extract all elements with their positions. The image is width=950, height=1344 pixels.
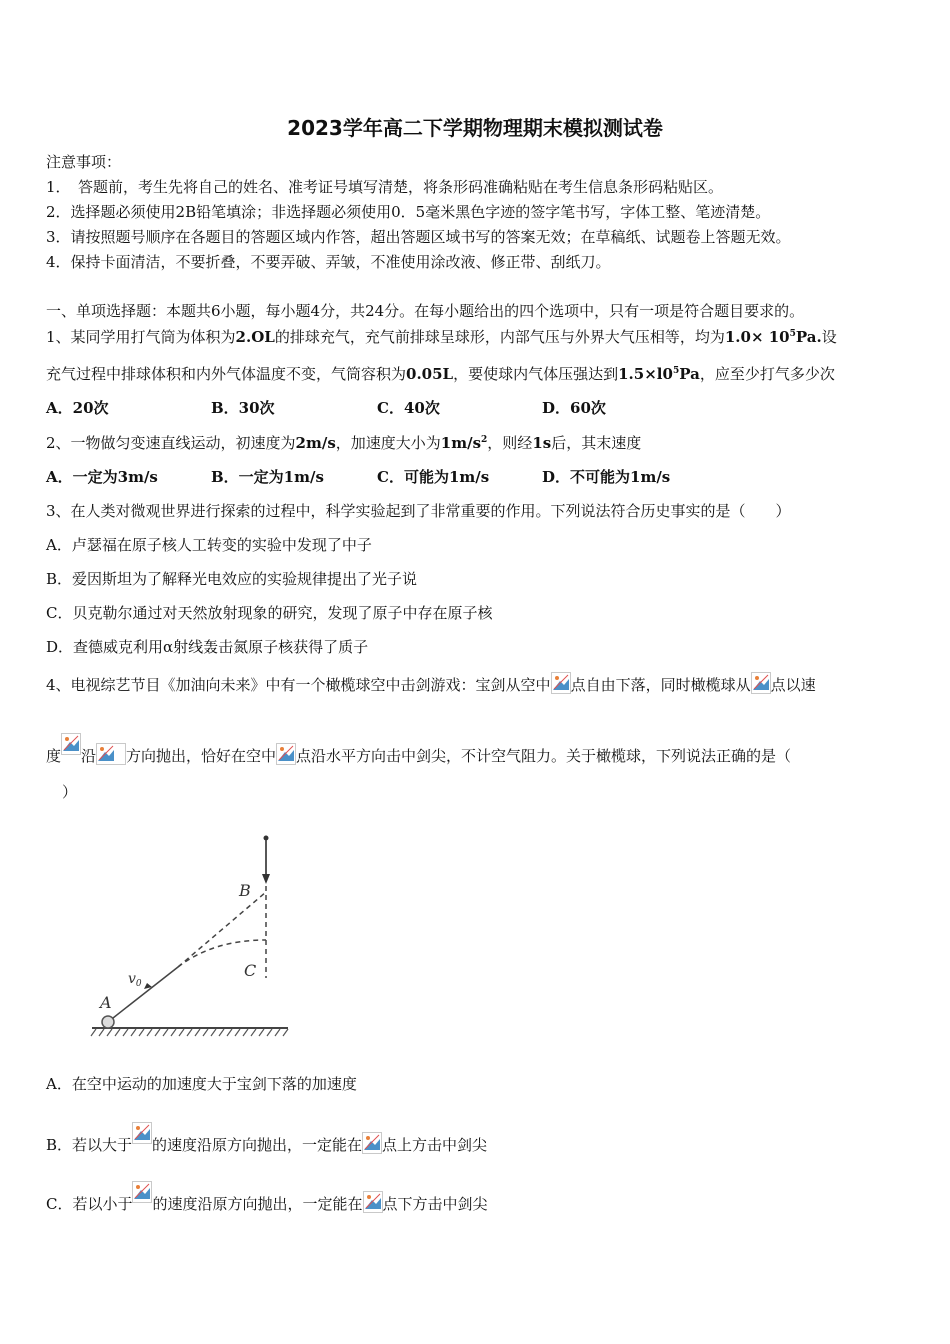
q1-text: 充气过程中排球体积和内外气体温度不变，气筒容积为 <box>46 365 407 383</box>
q2-text: ，加速度大小为 <box>335 434 441 452</box>
broken-image-icon <box>363 1191 383 1213</box>
q3-option-a: A．卢瑟福在原子核人工转变的实验中发现了中子 <box>46 536 372 554</box>
ball <box>102 1016 114 1028</box>
sword-arrowhead <box>262 874 270 884</box>
q4-text: B．若以大于 <box>46 1136 133 1154</box>
q4-text: 点上方击中剑尖 <box>382 1136 488 1154</box>
q1-value: 0.05L <box>406 365 454 383</box>
q1-value: 2.OL <box>235 328 275 346</box>
q1-text: ，应至少打气多少次 <box>699 365 835 383</box>
label-c: C <box>244 961 257 980</box>
page-title: 2023学年高二下学期物理期末模拟测试卷 <box>287 116 663 140</box>
q4-text: 点以速 <box>770 676 816 694</box>
broken-image-icon <box>551 672 571 694</box>
q1-text: 设 <box>821 328 837 346</box>
projectile-figure <box>88 828 298 1047</box>
q4-text: 的速度沿原方向抛出，一定能在 <box>152 1195 363 1213</box>
notice-item-4: 4．保持卡面清洁，不要折叠，不要弄破、弄皱，不准使用涂改液、修正带、刮纸刀。 <box>46 253 611 271</box>
broken-image-icon <box>751 672 771 694</box>
q4-text: 沿 <box>81 747 97 765</box>
notice-item-3: 3．请按照题号顺序在各题目的答题区域内作答，超出答题区域书写的答案无效；在草稿纸、试题卷上答题无效。 <box>46 228 791 246</box>
q4-text: 方向抛出，恰好在空中 <box>126 747 277 765</box>
q1-stem-line1 <box>46 327 837 347</box>
q2-value: 1s <box>532 434 552 452</box>
q4-option-a: A．在空中运动的加速度大于宝剑下落的加速度 <box>46 1075 357 1093</box>
q1-text: 1、某同学用打气筒为体积为 <box>46 328 236 346</box>
label-a: A <box>100 993 112 1012</box>
label-v0 <box>128 971 142 989</box>
q1-option-a: A．20次 <box>46 399 109 417</box>
q2-option-d: D．不可能为1m/s <box>542 468 671 486</box>
q1-option-b: B．30次 <box>211 399 275 417</box>
q3-option-b: B．爱因斯坦为了解释光电效应的实验规律提出了光子说 <box>46 570 418 588</box>
q4-text: C．若以小于 <box>46 1195 133 1213</box>
q4-stem-line1 <box>46 672 816 695</box>
q2-exponent: 2 <box>481 435 488 445</box>
broken-image-icon <box>132 1122 152 1144</box>
notice-item-1: 1． 答题前，考生先将自己的姓名、准考证号填写清楚，将条形码准确粘贴在考生信息条形码粘贴区。 <box>46 178 724 196</box>
broken-image-icon <box>276 743 296 765</box>
q2-option-c: C．可能为1m/s <box>377 468 490 486</box>
q4-stem-line2 <box>46 733 791 766</box>
q3-stem: 3、在人类对微观世界进行探索的过程中，科学实验起到了非常重要的作用。下列说法符合历史事实的是（ ） <box>46 502 791 520</box>
broken-image-icon <box>132 1181 152 1203</box>
broken-image-icon <box>96 743 126 765</box>
q1-option-c: C．40次 <box>377 399 440 417</box>
q2-text: ，则经 <box>487 434 533 452</box>
q2-text: 2、一物做匀变速直线运动，初速度为 <box>46 434 296 452</box>
q4-option-b <box>46 1122 487 1155</box>
q2-option-b: B．一定为1m/s <box>211 468 324 486</box>
ground-hatching <box>91 1029 288 1036</box>
q3-option-c: C．贝克勒尔通过对天然放射现象的研究，发现了原子中存在原子核 <box>46 604 493 622</box>
q4-stem-line3: ） <box>62 783 78 801</box>
label-v-subscript: 0 <box>135 979 142 989</box>
broken-image-icon <box>61 733 81 755</box>
q1-stem-line2 <box>46 364 835 384</box>
q1-exponent: 5 <box>672 366 680 376</box>
q1-unit: Pa. <box>795 328 822 346</box>
sword-start-point <box>264 836 269 841</box>
q1-text: 的排球充气，充气前排球呈球形，内部气压与外界大气压相等，均为 <box>274 328 725 346</box>
q2-text: 后，其末速度 <box>551 434 642 452</box>
notice-heading: 注意事项： <box>46 153 122 171</box>
section-heading: 一、单项选择题：本题共6小题，每小题4分，共24分。在每小题给出的四个选项中，只有一项是符合题目要求的。 <box>46 302 805 320</box>
q4-text: 4、电视综艺节目《加油向未来》中有一个橄榄球空中击剑游戏：宝剑从空中 <box>46 676 551 694</box>
q4-text: 度 <box>46 747 62 765</box>
q1-option-d: D．60次 <box>542 399 606 417</box>
q4-text: 点下方击中剑尖 <box>382 1195 488 1213</box>
q4-text: 点自由下落，同时橄榄球从 <box>570 676 751 694</box>
q2-stem <box>46 433 641 453</box>
q2-value: 1m/s <box>440 434 482 452</box>
q4-text: 的速度沿原方向抛出，一定能在 <box>152 1136 363 1154</box>
q1-text: ，要使球内气体压强达到 <box>453 365 619 383</box>
q2-value: 2m/s <box>295 434 336 452</box>
q1-value: 1.5×l0 <box>618 365 673 383</box>
q4-option-c <box>46 1181 488 1214</box>
line-of-sight-dashed <box>178 892 266 967</box>
q4-text: 点沿水平方向击中剑尖，不计空气阻力。关于橄榄球，下列说法正确的是（ <box>296 747 792 765</box>
projectile-diagram <box>88 828 298 1043</box>
q2-option-a: A．一定为3m/s <box>46 468 158 486</box>
velocity-vector <box>113 967 178 1018</box>
q1-exponent: 5 <box>789 329 796 339</box>
q3-option-d: D．查德威克利用α射线轰击氮原子核获得了质子 <box>46 638 369 656</box>
broken-image-icon <box>362 1132 382 1154</box>
q1-value: 1.0× 10 <box>724 328 790 346</box>
label-b: B <box>239 881 251 900</box>
notice-item-2: 2．选择题必须使用2B铅笔填涂；非选择题必须使用0．5毫米黑色字迹的签字笔书写，字体工整、笔迹清楚。 <box>46 203 771 221</box>
label-v: v <box>128 971 136 987</box>
q1-unit: Pa <box>679 365 700 383</box>
